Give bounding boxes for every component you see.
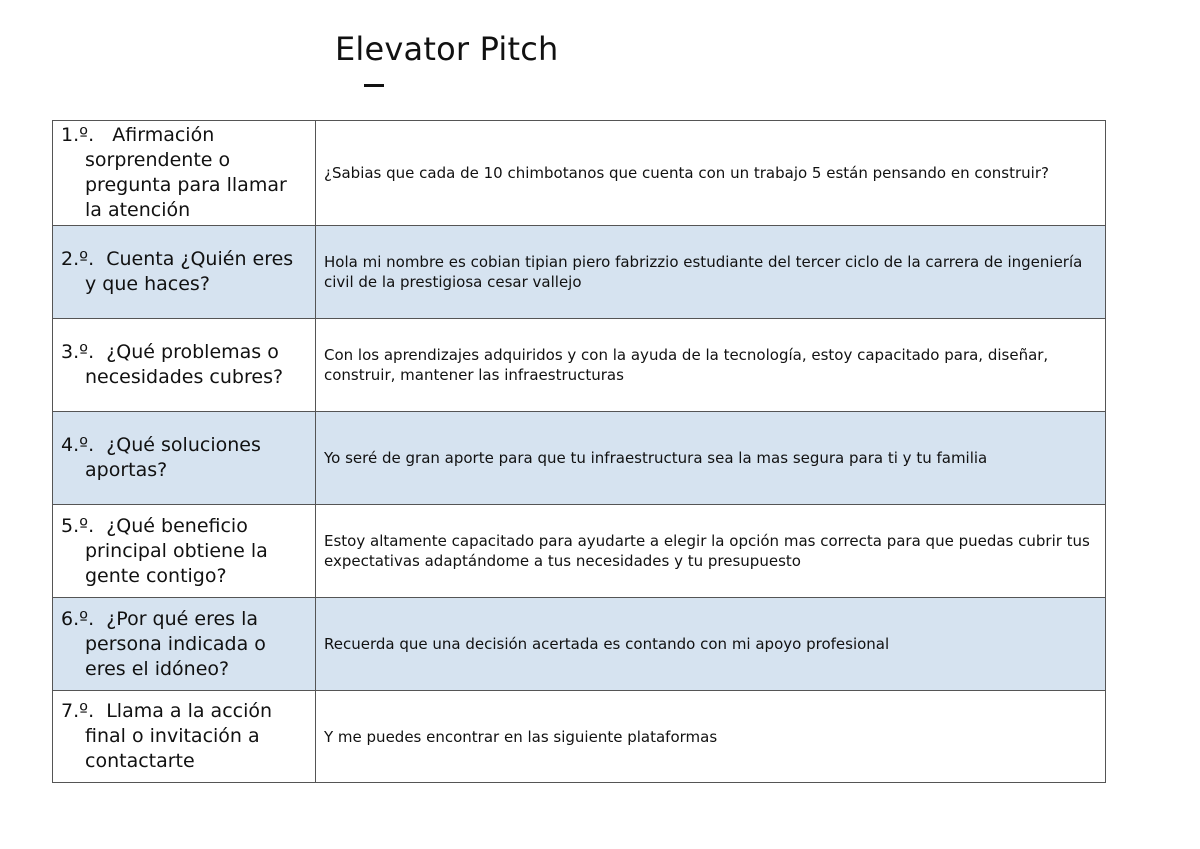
question-text: Llama a la acción final o invitación a contactarte [85,700,273,772]
answer-cell: Hola mi nombre es cobian tipian piero fabrizzio estudiante del tercer ciclo de la carrera de ingeniería civil de la prestigiosa cesar vallejo [316,226,1106,319]
question-number: 2.º. [61,248,95,270]
table-row [53,598,1106,691]
table-row [53,121,1106,226]
question-cell [53,598,316,691]
question-number: 7.º. [61,700,95,722]
question-cell [53,319,316,412]
question-text: ¿Qué soluciones aportas? [85,434,261,481]
question-number: 1.º. [61,124,95,146]
question-number: 6.º. [61,607,95,630]
answer-cell: ¿Sabias que cada de 10 chimbotanos que cuenta con un trabajo 5 están pensando en construir? [316,121,1106,226]
question-text: Cuenta ¿Quién eres y que haces? [85,248,294,295]
question-cell [53,226,316,319]
question-text: Afirmación sorprendente o pregunta para llamar la atención [85,124,287,221]
answer-cell: Recuerda que una decisión acertada es contando con mi apoyo profesional [316,598,1106,691]
answer-cell: Yo seré de gran aporte para que tu infraestructura sea la mas segura para ti y tu familia [316,412,1106,505]
question-number: 3.º. [61,341,95,363]
table-row [53,505,1106,598]
elevator-pitch-table [52,120,1106,783]
answer-cell: Y me puedes encontrar en las siguiente plataformas [316,691,1106,783]
table-row [53,412,1106,505]
question-number: 5.º. [61,514,95,537]
title-underline [364,84,384,87]
question-text: ¿Qué problemas o necesidades cubres? [85,341,284,388]
question-cell [53,505,316,598]
table-row [53,319,1106,412]
question-cell [53,412,316,505]
question-number: 4.º. [61,434,95,456]
question-text: ¿Por qué eres la persona indicada o eres el idóneo? [85,607,266,680]
question-text: ¿Qué beneficio principal obtiene la gente contigo? [85,514,268,587]
question-cell [53,121,316,226]
page-title: Elevator Pitch [335,30,559,68]
table-row [53,691,1106,783]
answer-cell: Con los aprendizajes adquiridos y con la ayuda de la tecnología, estoy capacitado para, diseñar, construir, mantener las infraestructuras [316,319,1106,412]
question-cell [53,691,316,783]
answer-cell: Estoy altamente capacitado para ayudarte a elegir la opción mas correcta para que puedas cubrir tus expectativas adaptándome a tus necesidades y tu presupuesto [316,505,1106,598]
table-row [53,226,1106,319]
